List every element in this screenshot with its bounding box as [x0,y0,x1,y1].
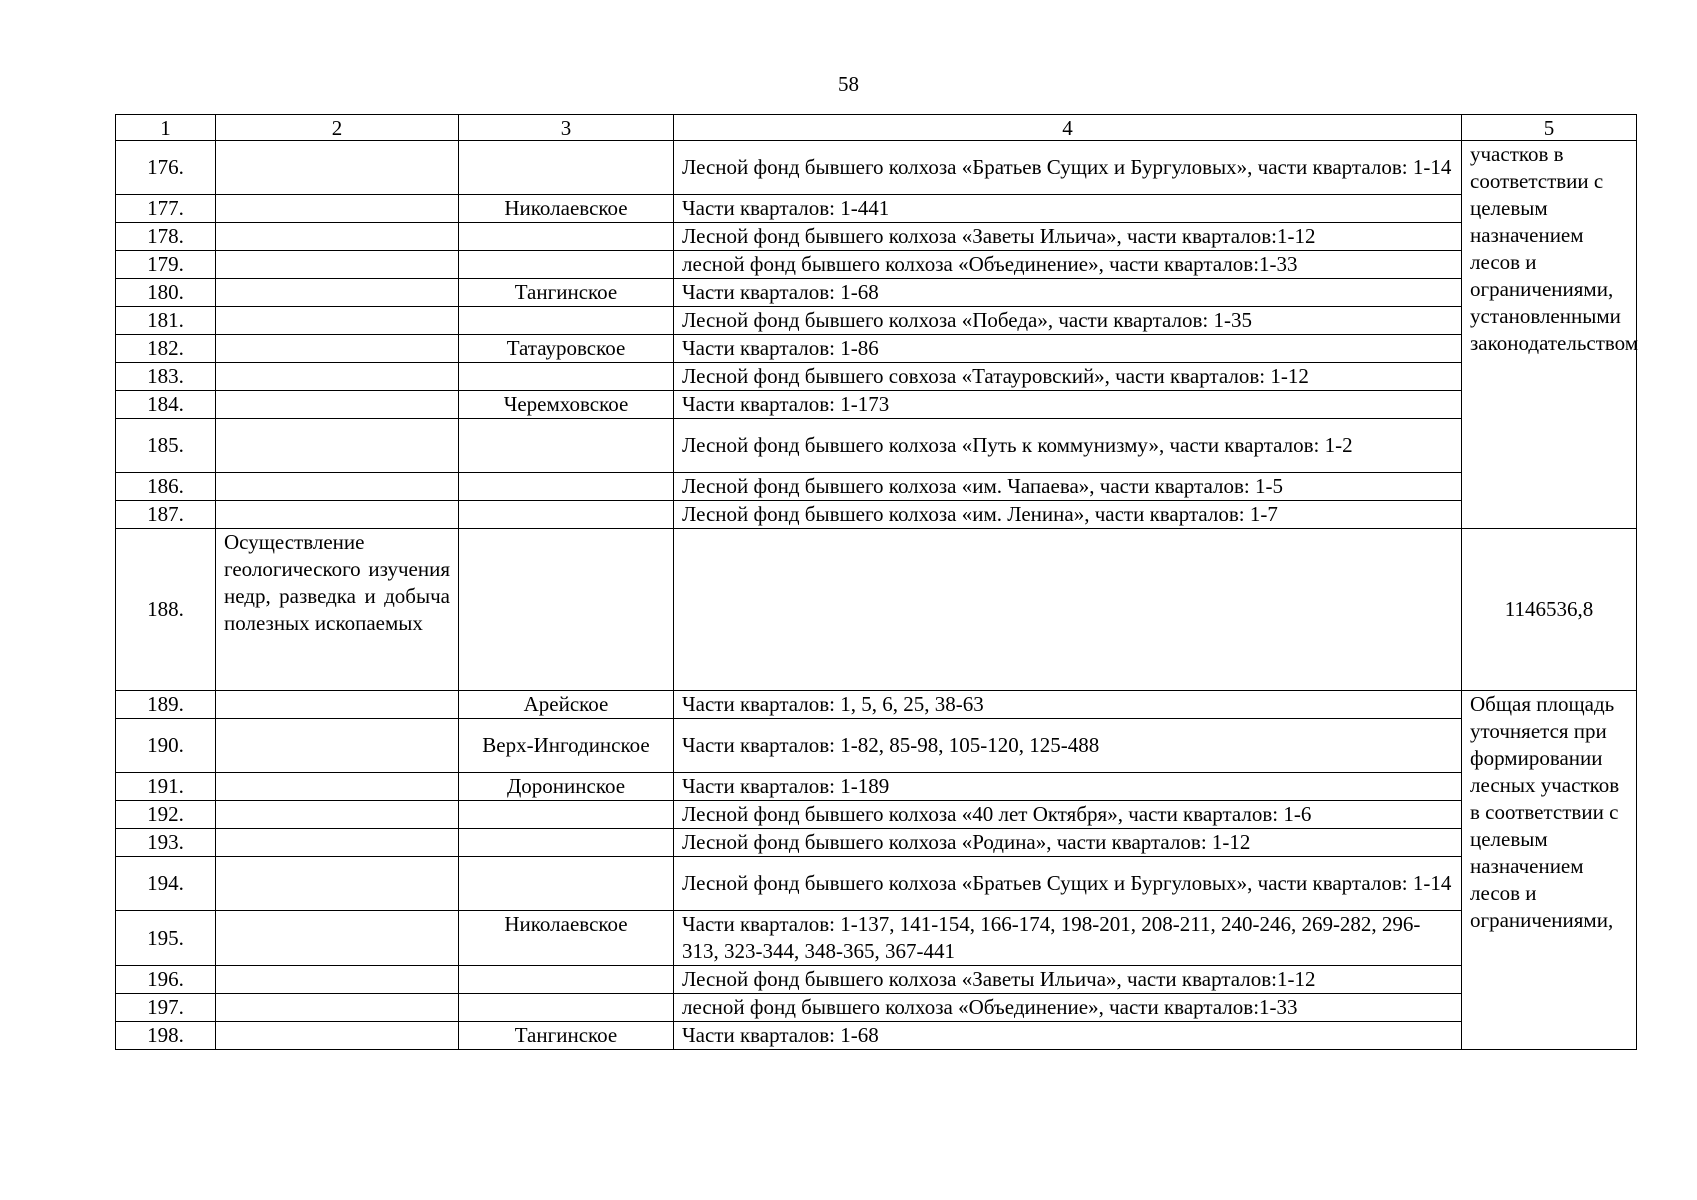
quarter-parts: лесной фонд бывшего колхоза «Объединение», части кварталов:1-33 [674,251,1462,279]
table-row [116,966,1637,994]
activity-cell [216,251,459,279]
row-number: 179. [116,251,216,279]
activity-cell [216,195,459,223]
column-number: 4 [674,115,1462,141]
total-area: 1146536,8 [1462,529,1637,691]
forestry-name: Тангинское [459,279,674,307]
column-number: 5 [1462,115,1637,141]
column-number: 3 [459,115,674,141]
forestry-name: Верх-Ингодинское [459,719,674,773]
activity-cell [216,857,459,911]
forestry-name [459,801,674,829]
table-row [116,419,1637,473]
table-row [116,363,1637,391]
forestry-name [459,966,674,994]
column-numbers-row [116,115,1637,141]
activity-cell [216,501,459,529]
quarter-parts: Лесной фонд бывшего колхоза «Братьев Сущих и Бургуловых», части кварталов: 1-14 [674,141,1462,195]
row-number: 182. [116,335,216,363]
activity-cell [216,994,459,1022]
column-number: 2 [216,115,459,141]
activity-cell [216,691,459,719]
forestry-name: Тангинское [459,1022,674,1050]
row-number: 197. [116,994,216,1022]
row-number: 194. [116,857,216,911]
area-note: Общая площадь уточняется при формировании лесных участков в соответствии с целевым назначением лесов и ограничениями, [1462,691,1637,1050]
forest-register-table [115,114,1637,1050]
row-number: 185. [116,419,216,473]
activity-cell [216,966,459,994]
row-number: 195. [116,911,216,966]
table-row [116,719,1637,773]
column-number: 1 [116,115,216,141]
row-number: 186. [116,473,216,501]
activity-cell [216,335,459,363]
row-number: 190. [116,719,216,773]
forestry-name [459,994,674,1022]
forestry-name [459,829,674,857]
table-row [116,1022,1637,1050]
forestry-name: Николаевское [459,195,674,223]
quarter-parts: Части кварталов: 1-82, 85-98, 105-120, 125-488 [674,719,1462,773]
row-number: 191. [116,773,216,801]
activity-cell [216,911,459,966]
quarter-parts: Лесной фонд бывшего колхоза «40 лет Октября», части кварталов: 1-6 [674,801,1462,829]
row-number: 180. [116,279,216,307]
activity-type: Осуществление геологического изучения недр, разведка и добыча полезных ископаемых [216,529,459,691]
activity-cell [216,1022,459,1050]
forestry-name [459,857,674,911]
table-row [116,911,1637,966]
quarter-parts: Лесной фонд бывшего колхоза «Заветы Ильича», части кварталов:1-12 [674,223,1462,251]
quarter-parts: Части кварталов: 1, 5, 6, 25, 38-63 [674,691,1462,719]
quarter-parts: Лесной фонд бывшего совхоза «Татауровский», части кварталов: 1-12 [674,363,1462,391]
forestry-name: Татауровское [459,335,674,363]
activity-cell [216,307,459,335]
activity-cell [216,801,459,829]
table-row [116,473,1637,501]
forestry-name [459,141,674,195]
activity-cell [216,473,459,501]
page-number: 58 [838,72,859,96]
activity-cell [216,773,459,801]
table-row [116,251,1637,279]
activity-cell [216,141,459,195]
table-row [116,773,1637,801]
quarter-parts: Лесной фонд бывшего колхоза «Путь к коммунизму», части кварталов: 1-2 [674,419,1462,473]
forestry-name: Доронинское [459,773,674,801]
row-number: 187. [116,501,216,529]
table-row [116,195,1637,223]
activity-cell [216,223,459,251]
row-number: 189. [116,691,216,719]
row-number: 196. [116,966,216,994]
forestry-name [459,419,674,473]
row-number: 198. [116,1022,216,1050]
table-row [116,829,1637,857]
area-note: участков в соответствии с целевым назначением лесов и ограничениями, установленными законодательством [1462,141,1637,529]
table-row [116,223,1637,251]
table-row [116,857,1637,911]
table-row [116,279,1637,307]
row-number: 177. [116,195,216,223]
activity-cell [216,419,459,473]
forestry-name [459,223,674,251]
quarter-parts: Лесной фонд бывшего колхоза «им. Чапаева», части кварталов: 1-5 [674,473,1462,501]
table-row [116,501,1637,529]
quarter-parts [674,529,1462,691]
quarter-parts: Части кварталов: 1-86 [674,335,1462,363]
row-number: 192. [116,801,216,829]
quarter-parts: Лесной фонд бывшего колхоза «Родина», части кварталов: 1-12 [674,829,1462,857]
activity-cell [216,829,459,857]
activity-row [116,529,1637,691]
forestry-name: Николаевское [459,911,674,966]
quarter-parts: лесной фонд бывшего колхоза «Объединение», части кварталов:1-33 [674,994,1462,1022]
activity-cell [216,391,459,419]
row-number: 183. [116,363,216,391]
row-number: 178. [116,223,216,251]
activity-cell [216,363,459,391]
forestry-name: Черемховское [459,391,674,419]
forestry-name [459,473,674,501]
activity-cell [216,719,459,773]
table-row [116,691,1637,719]
quarter-parts: Части кварталов: 1-189 [674,773,1462,801]
row-number: 193. [116,829,216,857]
table-row [116,141,1637,195]
forestry-name: Арейское [459,691,674,719]
quarter-parts: Части кварталов: 1-173 [674,391,1462,419]
forestry-name [459,307,674,335]
quarter-parts: Части кварталов: 1-68 [674,1022,1462,1050]
table-row [116,307,1637,335]
table-body [116,141,1637,1050]
quarter-parts: Части кварталов: 1-441 [674,195,1462,223]
forestry-name [459,529,674,691]
table-row [116,801,1637,829]
row-number: 184. [116,391,216,419]
quarter-parts: Части кварталов: 1-68 [674,279,1462,307]
table-row [116,391,1637,419]
table-row [116,994,1637,1022]
quarter-parts: Части кварталов: 1-137, 141-154, 166-174, 198-201, 208-211, 240-246, 269-282, 296-313, 323-344, 348-365, 367-441 [674,911,1462,966]
table-row [116,335,1637,363]
quarter-parts: Лесной фонд бывшего колхоза «им. Ленина», части кварталов: 1-7 [674,501,1462,529]
quarter-parts: Лесной фонд бывшего колхоза «Победа», части кварталов: 1-35 [674,307,1462,335]
forestry-name [459,501,674,529]
quarter-parts: Лесной фонд бывшего колхоза «Заветы Ильича», части кварталов:1-12 [674,966,1462,994]
row-number: 188. [116,529,216,691]
row-number: 176. [116,141,216,195]
forestry-name [459,363,674,391]
quarter-parts: Лесной фонд бывшего колхоза «Братьев Сущих и Бургуловых», части кварталов: 1-14 [674,857,1462,911]
activity-cell [216,279,459,307]
row-number: 181. [116,307,216,335]
forestry-name [459,251,674,279]
